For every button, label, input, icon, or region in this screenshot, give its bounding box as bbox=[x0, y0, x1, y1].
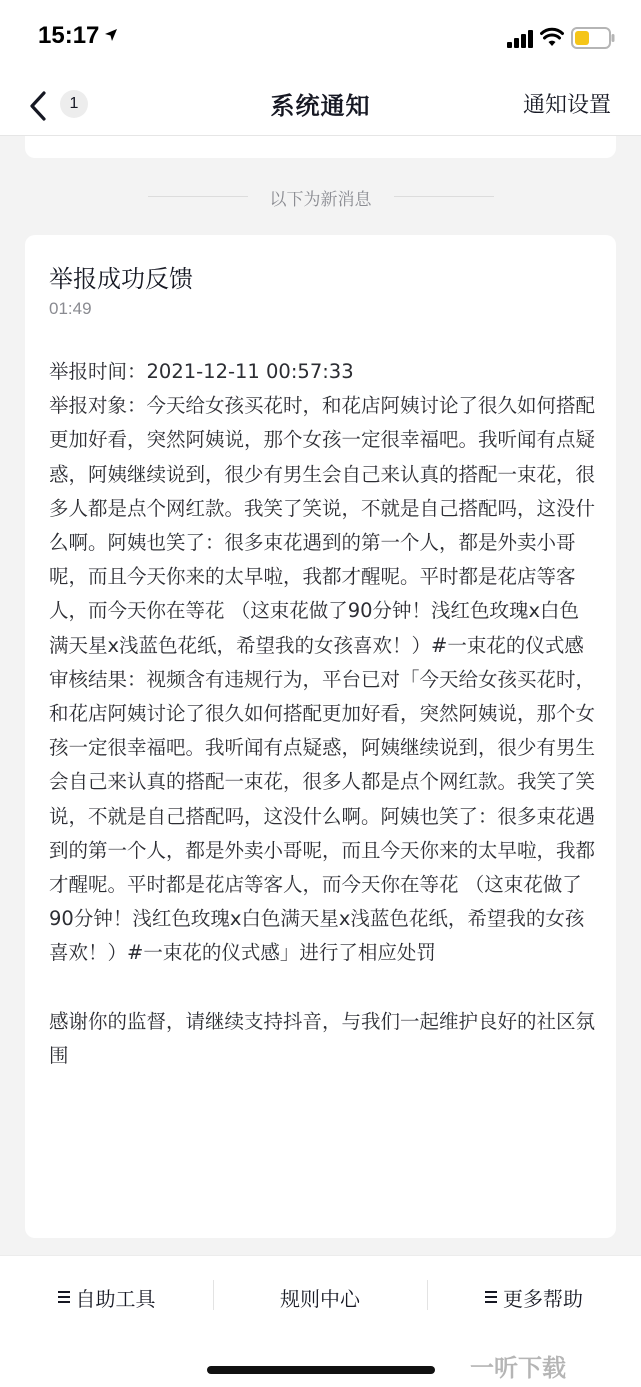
notification-settings-button[interactable]: 通知设置 bbox=[522, 93, 611, 118]
watermark: 一听下载 bbox=[470, 1354, 566, 1382]
rules-center-tab[interactable] bbox=[213, 1280, 427, 1314]
divider-text: 以下为新消息 bbox=[269, 190, 372, 210]
location-arrow-icon bbox=[104, 28, 118, 42]
rules-center-label: 规则中心 bbox=[280, 1286, 360, 1311]
unread-count-badge: 1 bbox=[60, 90, 88, 118]
report-time: 举报时间：2021-12-11 00:57:33 bbox=[49, 360, 354, 383]
previous-message-card bbox=[25, 136, 616, 158]
more-help-tab[interactable] bbox=[427, 1280, 641, 1314]
battery-icon bbox=[571, 27, 615, 49]
message-card bbox=[25, 235, 616, 1238]
status-time: 15:17 bbox=[38, 22, 100, 49]
bottom-toolbar bbox=[0, 1255, 641, 1387]
message-time: 01:49 bbox=[49, 299, 92, 318]
report-target: 举报对象：今天给女孩买花时，和花店阿姨讨论了很久如何搭配更加好看，突然阿姨说，那个女孩一定很幸福吧。我听闻有点疑惑，阿姨继续说到，很少有男生会自己来认真的搭配一束花，很多人都是点个网红款。我笑了笑说，不就是自己搭配吗，这没什么啊。阿姨也笑了：很多束花遇到的第一个人，都是外卖小哥呢，而且今天你来的太早啦，我都才醒呢。平时都是花店等客人，而今天你在等花 （这束花做了90分钟！浅红色玫瑰x白色满天星x浅蓝色花纸，希望我的女孩喜欢！）#一束花的仪式感 bbox=[49, 394, 596, 657]
message-body bbox=[49, 355, 597, 1073]
paragraph-gap bbox=[49, 971, 597, 1005]
message-title: 举报成功反馈 bbox=[49, 265, 193, 293]
self-help-tools-label: 自助工具 bbox=[75, 1286, 156, 1311]
thanks-text: 感谢你的监督，请继续支持抖音，与我们一起维护良好的社区氛围 bbox=[49, 1009, 596, 1067]
menu-lines-icon bbox=[485, 1290, 497, 1304]
divider-line-right bbox=[394, 196, 494, 197]
cellular-signal-icon bbox=[507, 30, 533, 48]
status-bar bbox=[0, 0, 641, 76]
menu-lines-icon bbox=[58, 1290, 70, 1304]
navigation-bar bbox=[0, 76, 641, 136]
home-indicator[interactable] bbox=[207, 1366, 435, 1374]
wifi-icon bbox=[540, 27, 564, 47]
self-help-tools-tab[interactable] bbox=[0, 1280, 213, 1314]
page-title: 系统通知 bbox=[270, 92, 371, 120]
new-messages-divider bbox=[0, 180, 641, 212]
more-help-label: 更多帮助 bbox=[503, 1286, 583, 1311]
review-result: 审核结果：视频含有违规行为，平台已对「今天给女孩买花时，和花店阿姨讨论了很久如何搭配更加好看，突然阿姨说，那个女孩一定很幸福吧。我听闻有点疑惑，阿姨继续说到，很少有男生会自己来认真的搭配一束花，很多人都是点个网红款。我笑了笑说，不就是自己搭配吗，这没什么啊。阿姨也笑了：很多束花遇到的第一个人，都是外卖小哥呢，而且今天你来的太早啦，我都才醒呢。平时都是花店等客人，而今天你在等花 （这束花做了90分钟！浅红色玫瑰x白色满天星x浅蓝色花纸，希望我的女孩喜欢！）#一束花的仪式感」进行了相应处罚 bbox=[49, 667, 596, 965]
